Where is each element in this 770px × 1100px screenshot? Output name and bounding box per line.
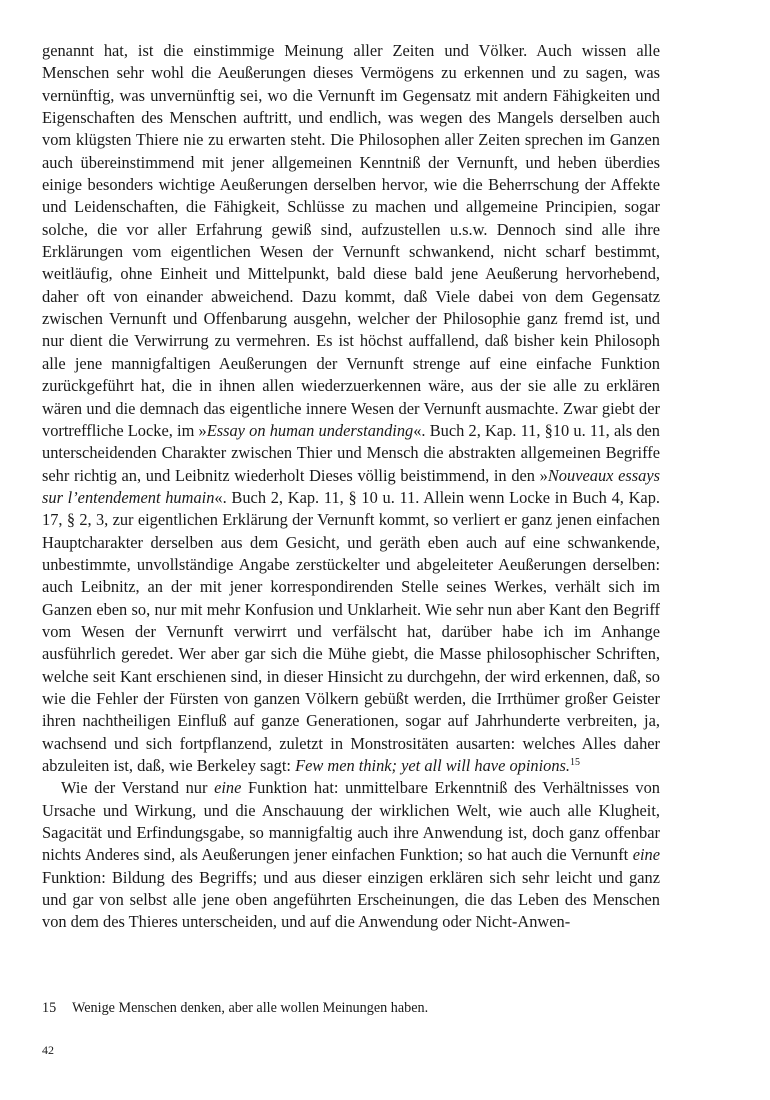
paragraph-1-text-1: genannt hat, ist die einstimmige Meinung aller Zeiten und Völker. Auch wissen alle Menschen sehr wohl die Aeußerungen dieses Vermögens zu erkennen und zu sagen, was vernünftig, was unvernünftig sei, wo die Vernunft im Gegensatz mit andern Fähigkeiten und Eigenschaften des Menschen auftritt, und endlich, was wegen des Mangels derselben auch vom klügsten Thiere nie zu erwarten steht. Die Philosophen aller Zeiten sprechen im Ganzen auch übereinstimmend mit jener allgemeinen Kenntniß der Vernunft, und heben überdies einige besonders wichtige Aeußerungen derselben hervor, wie die Beherrschung der Affekte und Leidenschaften, die Fähigkeit, Schlüsse zu machen und allgemeine Principien, sogar solche, die vor aller Erfahrung gewiß sind, aufzustellen u.s.w. Dennoch sind alle ihre Erklärungen vom eigentlichen Wesen der Vernunft schwankend, nicht scharf bestimmt, weitläufig, ohne Einheit und Mittelpunkt, bald diese bald jene Aeußerung hervorhebend, daher oft von einander abweichend. Dazu kommt, daß Viele dabei von dem Gegensatz zwischen Vernunft und Offenbarung ausgehn, welcher der Philosophie ganz fremd ist, und nur dient die Verwirrung zu vermehren. Es ist höchst auffallend, daß bisher kein Philosoph alle jene mannigfaltigen Aeußerungen der Vernunft strenge auf eine einfache Funktion zurückgeführt hat, die in ihnen allen wiederzuerkennen wäre, aus der sie alle zu erklären wären und die demnach das eigentliche innere Wesen der Vernunft ausmachte. Zwar giebt der vortreffliche Locke, im » — [42, 41, 660, 440]
paragraph-2-text-2: Funktion hat: unmittelbare Erkenntniß des Verhältnisses von Ursache und Wirkung, und die Anschauung der wirklichen Welt, wie auch alle Klugheit, Sagacität und Erfindungsgabe, so mannigfaltig auch ihre Anwendung ist, doch ganz offenbar nichts Anderes sind, als Aeußerungen jener einfachen Funktion; so hat auch die Vernunft — [42, 778, 660, 865]
paragraph-1-text-2: «. Buch 2, Kap. 11, §10 u. 11, als den unterscheidenden Charakter zwischen Thier und Mensch die abstrakten allgemeinen Begriffe sehr richtig an, und Leibnitz wiederholt Dieses völlig beistimmend, in den » — [42, 420, 661, 485]
paragraph-1-italic-1: Essay on human understanding — [206, 420, 414, 440]
paragraph-1-italic-3: Few men think; yet all will have opinions. — [295, 756, 571, 775]
page-number: 42 — [42, 1043, 54, 1057]
footnote-reference[interactable]: 15 — [570, 757, 581, 768]
footnote — [42, 998, 660, 1018]
paragraph-1 — [42, 40, 660, 777]
paragraph-2-italic-1: eine — [214, 778, 242, 798]
paragraph-1-text-3: «. Buch 2, Kap. 11, § 10 u. 11. Allein wenn Locke in Buch 4, Kap. 17, § 2, 3, zur eigentlichen Erklärung der Vernunft kommt, so verliert er ganz jenen einfachen Hauptcharakter derselben aus dem Gesicht, und geräth eben auch auf eine schwankende, unbestimmte, unvollständige Angabe zerstückelter und abgeleiteter Aeußerungen derselben: auch Leibnitz, an der mit jener korrespondirenden Stelle seines Werkes, verhält sich im Ganzen eben so, nur mit mehr Konfusion und Unklarheit. Wie sehr nun aber Kant den Begriff vom Wesen der Vernunft verwirrt und verfälscht hat, darüber habe ich im Anhange ausführlich geredet. Wer aber gar sich die Mühe giebt, die Masse philosophischer Schriften, welche seit Kant erschienen sind, in dieser Hinsicht zu durchgehn, der wird erkennen, daß, so wie die Fehler der Fürsten von ganzen Völkern gebüßt werden, die Irrthümer großer Geister ihren nachtheiligen Einfluß auf ganze Generationen, sogar auf Jahrhunderte verbreiten, ja, wachsend und sich fortpflanzend, zuletzt in Monstrositäten ausarten: welches Alles daher abzuleiten ist, daß, wie Berkeley sagt: — [42, 487, 660, 775]
paragraph-1-italic-2: Nouveaux essays sur l’entendement humain — [42, 465, 660, 507]
paragraph-2 — [42, 777, 660, 933]
paragraph-2-italic-2: eine — [632, 845, 660, 865]
footnote-text: Wenige Menschen denken, aber alle wollen Meinungen haben. — [72, 1000, 429, 1016]
footnote-number: 15 — [42, 1000, 57, 1016]
main-text — [42, 40, 660, 934]
paragraph-2-text-3: Funktion: Bildung des Begriffs; und aus dieser einzigen erklären sich sehr leicht und ganz und gar von selbst alle jene oben angeführten Erscheinungen, die das Leben des Menschen von dem des Thieres unterscheiden, und auf die Anwendung oder Nicht-Anwen- — [42, 867, 660, 932]
paragraph-2-text-1: Wie der Verstand nur — [61, 778, 215, 798]
